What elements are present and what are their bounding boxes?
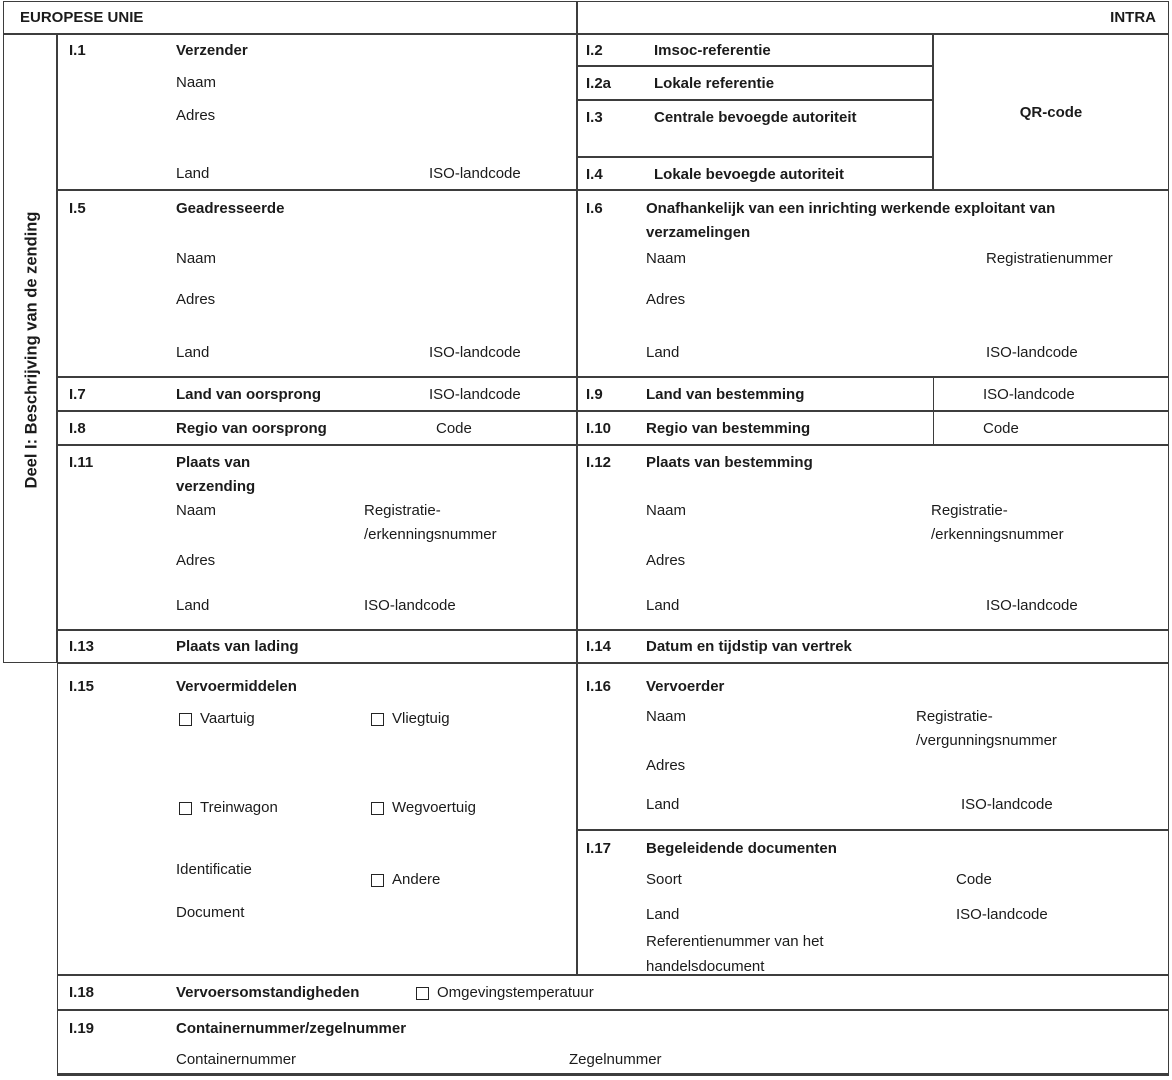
i19-number: I.19 [69,1020,95,1037]
i11-land-label: Land [176,597,210,614]
field-i9-land-van-bestemming [577,377,1169,411]
omgevingstemperatuur-checkbox[interactable] [416,987,429,1000]
i12-naam-label: Naam [646,502,687,519]
i7-title: Land van oorsprong [176,386,322,403]
i11-registratie-label: Registratie- [364,502,441,519]
i3-title: Centrale bevoegde autoriteit [654,109,857,126]
i8-code-label: Code [436,420,472,437]
omgevingstemperatuur-option [416,981,594,1005]
i9-number: I.9 [586,386,603,403]
field-i16-vervoerder [577,663,1169,830]
i11-title-line1: Plaats van [176,454,251,471]
i11-adres-label: Adres [176,552,216,569]
i16-vergunningsnummer-label: /vergunningsnummer [916,732,1057,749]
i9-iso-label: ISO-landcode [983,386,1075,403]
field-i5-geadresseerde [57,190,577,377]
i16-number: I.16 [586,678,612,695]
i12-registratie-label: Registratie- [931,502,1008,519]
i12-adres-label: Adres [646,552,686,569]
field-i4-lokale-autoriteit [577,157,933,190]
i13-title: Plaats van lading [176,638,299,655]
vaartuig-label: Vaartuig [200,710,255,727]
qr-code-cell [933,34,1169,190]
i16-registratie-label: Registratie- [916,708,993,725]
field-i11-plaats-van-verzending [57,445,577,630]
treinwagon-label: Treinwagon [200,799,278,816]
vaartuig-checkbox[interactable] [179,713,192,726]
i15-document-label: Document [176,904,245,921]
i2a-number: I.2a [586,75,612,92]
eu-header-label: EUROPESE UNIE [20,9,144,26]
vliegtuig-checkbox[interactable] [371,713,384,726]
i1-number: I.1 [69,42,86,59]
i8-number: I.8 [69,420,86,437]
i1-iso-label: ISO-landcode [429,165,521,182]
i18-title: Vervoersomstandigheden [176,984,360,1001]
i7-number: I.7 [69,386,86,403]
header-left-cell [3,1,577,34]
i2-title: Imsoc-referentie [654,42,771,59]
i19-title: Containernummer/zegelnummer [176,1020,407,1037]
i17-referentienummer-line1: Referentienummer van het [646,933,824,950]
header-right-cell [577,1,1169,34]
i3-number: I.3 [586,109,603,126]
i10-title: Regio van bestemming [646,420,811,437]
field-i17-begeleidende-documenten [577,830,1169,975]
i17-number: I.17 [586,840,612,857]
i4-title: Lokale bevoegde autoriteit [654,166,845,183]
i16-title: Vervoerder [646,678,725,695]
field-i19-containernummer [57,1010,1169,1076]
i10-code-label: Code [983,420,1019,437]
field-i12-plaats-van-bestemming [577,445,1169,630]
i12-iso-label: ISO-landcode [986,597,1078,614]
part1-sidebar [3,34,57,663]
wegvoertuig-checkbox[interactable] [371,802,384,815]
i19-containernummer-label: Containernummer [176,1051,297,1068]
i5-iso-label: ISO-landcode [429,344,521,361]
i17-code-label: Code [956,871,992,888]
i11-erkenningsnummer-label: /erkenningsnummer [364,526,497,543]
i11-naam-label: Naam [176,502,217,519]
i15-identificatie-label: Identificatie [176,861,252,878]
andere-label: Andere [392,871,441,888]
field-i18-vervoersomstandigheden [57,975,1169,1010]
wegvoertuig-option [371,796,476,820]
i17-title: Begeleidende documenten [646,840,837,857]
i4-number: I.4 [586,166,603,183]
i17-iso-label: ISO-landcode [956,906,1048,923]
field-i10-regio-van-bestemming [577,411,1169,445]
field-i15-vervoermiddelen [57,663,577,975]
i6-title: Onafhankelijk van een inrichting werkende exploitant van verzamelingen [646,200,1056,241]
i17-land-label: Land [646,906,680,923]
field-i7-land-van-oorsprong [57,377,577,411]
i2-number: I.2 [586,42,603,59]
omgevingstemperatuur-label: Omgevingstemperatuur [437,984,594,1001]
i8-title: Regio van oorsprong [176,420,327,437]
qr-code-label: QR-code [1019,103,1083,121]
part1-sidebar-label: Deel I: Beschrijving van de zending [22,211,40,488]
field-i8-regio-van-oorsprong [57,411,577,445]
i10-number: I.10 [586,420,612,437]
vliegtuig-option [371,707,450,731]
intra-header-label: INTRA [1110,9,1156,26]
i6-land-label: Land [646,344,680,361]
i5-adres-label: Adres [176,291,216,308]
vliegtuig-label: Vliegtuig [392,710,450,727]
i7-iso-label: ISO-landcode [429,386,521,403]
field-i3-centrale-autoriteit [577,100,933,157]
i14-title: Datum en tijdstip van vertrek [646,638,852,655]
treinwagon-checkbox[interactable] [179,802,192,815]
i6-number: I.6 [586,200,603,217]
i16-iso-label: ISO-landcode [961,796,1053,813]
i11-title-line2: verzending [176,478,256,495]
i12-title: Plaats van bestemming [646,454,813,471]
i5-naam-label: Naam [176,250,217,267]
field-i2-imsoc-referentie [577,34,933,66]
field-i2a-lokale-referentie [577,66,933,100]
i1-naam-label: Naam [176,74,217,91]
field-i6-exploitant [577,190,1169,377]
vaartuig-option [179,707,255,731]
i16-adres-label: Adres [646,757,686,774]
i15-number: I.15 [69,678,95,695]
i18-number: I.18 [69,984,95,1001]
field-i13-plaats-van-lading [57,630,577,663]
i19-zegelnummer-label: Zegelnummer [569,1051,662,1068]
i16-naam-label: Naam [646,708,687,725]
i12-land-label: Land [646,597,680,614]
i5-number: I.5 [69,200,86,217]
i17-referentienummer-line2: handelsdocument [646,958,765,975]
i14-number: I.14 [586,638,612,655]
i6-registratienummer-label: Registratienummer [986,250,1113,267]
field-i1-verzender [57,34,577,190]
i9-i10-column-divider [933,377,934,445]
i6-naam-label: Naam [646,250,687,267]
i1-adres-label: Adres [176,107,216,124]
i11-iso-label: ISO-landcode [364,597,456,614]
field-i14-datum-vertrek [577,630,1169,663]
i1-land-label: Land [176,165,210,182]
andere-option [371,868,440,892]
i12-number: I.12 [586,454,612,471]
i13-number: I.13 [69,638,95,655]
i12-erkenningsnummer-label: /erkenningsnummer [931,526,1064,543]
andere-checkbox[interactable] [371,874,384,887]
i9-title: Land van bestemming [646,386,805,403]
i6-adres-label: Adres [646,291,686,308]
treinwagon-option [179,796,278,820]
i17-soort-label: Soort [646,871,682,888]
i16-land-label: Land [646,796,680,813]
wegvoertuig-label: Wegvoertuig [392,799,476,816]
i1-title: Verzender [176,42,248,59]
i2a-title: Lokale referentie [654,75,775,92]
i5-title: Geadresseerde [176,200,285,217]
i6-iso-label: ISO-landcode [986,344,1078,361]
i15-title: Vervoermiddelen [176,678,297,695]
i11-number: I.11 [69,454,94,471]
i5-land-label: Land [176,344,210,361]
